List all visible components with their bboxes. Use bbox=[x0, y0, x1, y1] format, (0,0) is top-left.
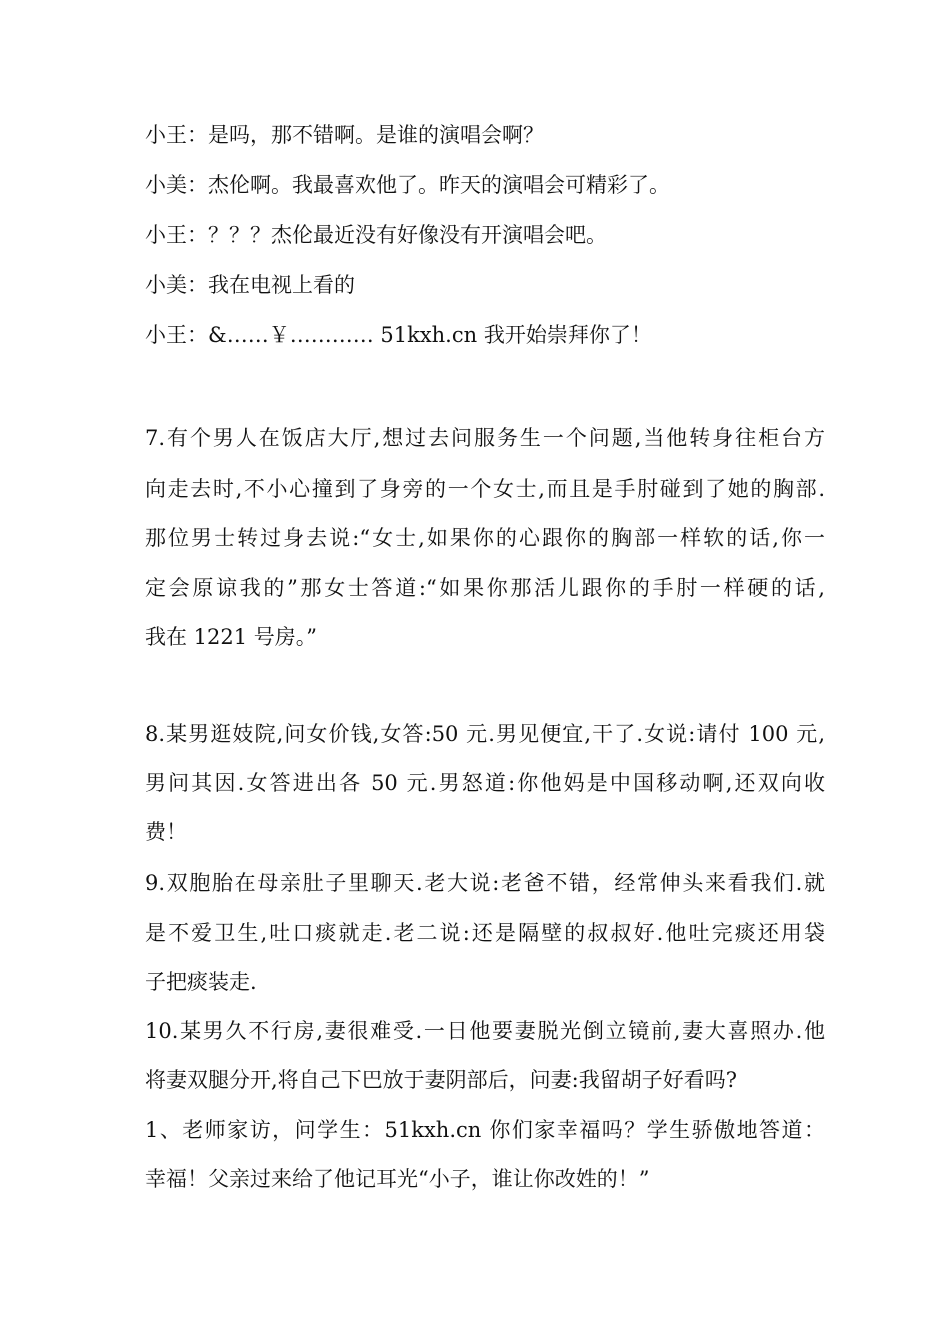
paragraph-line: 定会原谅我的”那女士答道:“如果你那活儿跟你的手肘一样硬的话, bbox=[145, 576, 825, 600]
dialogue-line: 小美：我在电视上看的 bbox=[145, 273, 355, 297]
paragraph-line: 将妻双腿分开,将自己下巴放于妻阴部后，问妻:我留胡子好看吗? bbox=[145, 1068, 738, 1092]
paragraph-line: 子把痰装走. bbox=[145, 970, 257, 994]
dialogue-line: 小王：？？？杰伦最近没有好像没有开演唱会吧。 bbox=[145, 223, 607, 247]
paragraph-line: 幸福！父亲过来给了他记耳光“小子，谁让你改姓的！” bbox=[145, 1167, 650, 1191]
paragraph-line: 那位男士转过身去说:“女士,如果你的心跟你的胸部一样软的话,你一 bbox=[145, 526, 825, 550]
paragraph-line: 是不爱卫生,吐口痰就走.老二说:还是隔壁的叔叔好.他吐完痰还用袋 bbox=[145, 921, 825, 945]
dialogue-line: 小美：杰伦啊。我最喜欢他了。昨天的演唱会可精彩了。 bbox=[145, 173, 670, 197]
paragraph-line: 1、老师家访，问学生：51kxh.cn 你们家幸福吗？学生骄傲地答道： bbox=[145, 1118, 825, 1142]
dialogue-line: 小王：是吗，那不错啊。是谁的演唱会啊？ bbox=[145, 123, 544, 147]
dialogue-line: 小王：&……￥………… 51kxh.cn 我开始崇拜你了！ bbox=[145, 323, 652, 347]
paragraph-line: 费！ bbox=[145, 820, 187, 844]
paragraph-line: 8.某男逛妓院,问女价钱,女答:50 元.男见便宜,干了.女说:请付 100 元, bbox=[145, 722, 825, 746]
paragraph-line: 向走去时,不小心撞到了身旁的一个女士,而且是手肘碰到了她的胸部. bbox=[145, 477, 825, 501]
paragraph-line: 10.某男久不行房,妻很难受.一日他要妻脱光倒立镜前,妻大喜照办.他 bbox=[145, 1019, 825, 1043]
paragraph-line: 我在 1221 号房。” bbox=[145, 625, 318, 649]
paragraph-line: 男问其因.女答进出各 50 元.男怒道:你他妈是中国移动啊,还双向收 bbox=[145, 771, 825, 795]
paragraph-line: 9.双胞胎在母亲肚子里聊天.老大说:老爸不错，经常伸头来看我们.就 bbox=[145, 871, 825, 895]
paragraph-line: 7.有个男人在饭店大厅,想过去问服务生一个问题,当他转身往柜台方 bbox=[145, 426, 825, 450]
